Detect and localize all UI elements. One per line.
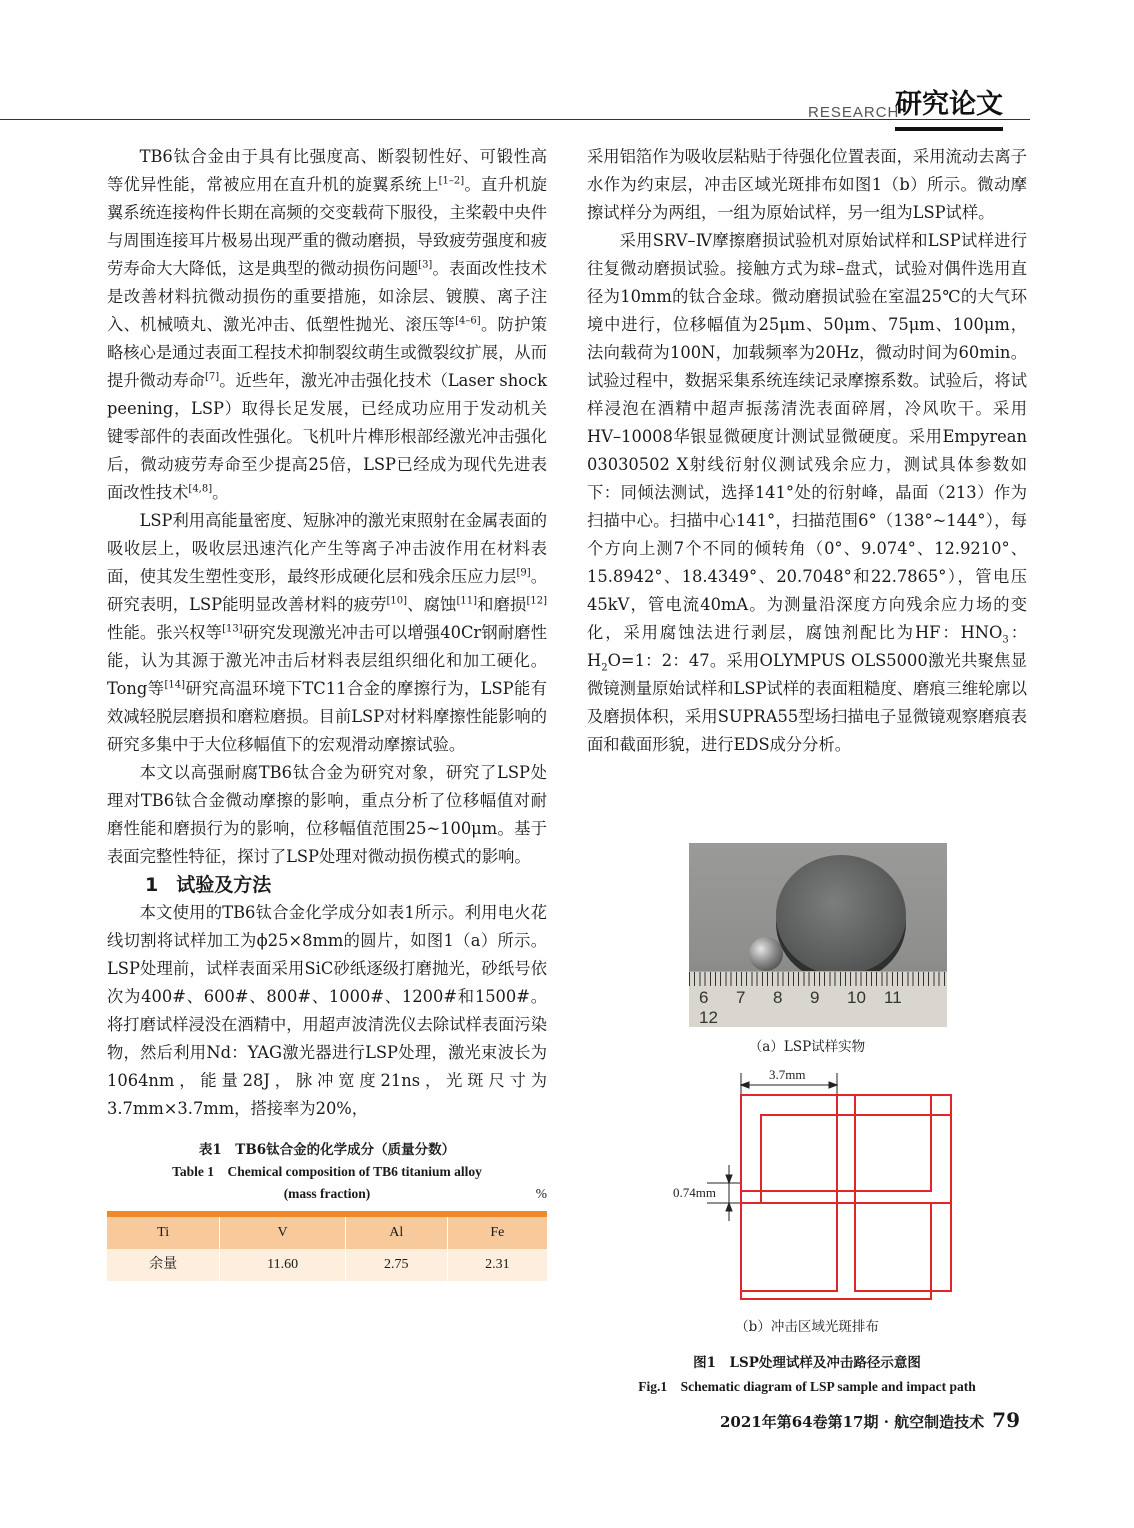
figure-caption-en: Fig.1 Schematic diagram of LSP sample and impact path <box>638 1379 976 1394</box>
ruler-number: 7 <box>736 988 746 1007</box>
sample-photo <box>689 843 947 1027</box>
table-cell: 余量 <box>107 1249 220 1281</box>
table-unit: % <box>535 1186 547 1201</box>
laser-spot <box>741 1095 837 1291</box>
dim-label-top: 3.7mm <box>769 1067 806 1082</box>
table-header-cell: Ti <box>107 1214 220 1249</box>
section-title: 试验及方法 <box>176 874 272 896</box>
table-header-row <box>107 1214 547 1249</box>
ruler <box>689 971 947 1027</box>
section-number: 1 <box>145 874 159 896</box>
page-footer <box>720 1408 1020 1432</box>
table-caption-en-line2: (mass fraction) % <box>107 1183 547 1205</box>
figure-caption-cn: 图1 LSP处理试样及冲击路径示意图 <box>693 1355 921 1371</box>
ruler-number: 8 <box>773 988 783 1007</box>
ruler-number: 12 <box>699 1008 718 1027</box>
table-caption-en: Table 1 Chemical composition of TB6 titanium alloy <box>172 1164 482 1179</box>
paragraph: 采用铝箔作为吸收层粘贴于待强化位置表面，采用流动去离子水作为约束层，冲击区域光斑排布如图1（b）所示。微动摩擦试样分为两组，一组为原始试样，另一组为LSP试样。 <box>587 147 1027 222</box>
ruler-number: 10 <box>847 988 866 1007</box>
ruler-number: 6 <box>699 988 709 1007</box>
composition-table <box>107 1211 547 1281</box>
paragraph: TB6钛合金由于具有比强度高、断裂韧性好、可锻性高等优异性能，常被应用在直升机的旋翼系统上[1–2]。直升机旋翼系统连接构件长期在高频的交变载荷下服役，主桨毂中央件与周围连接耳片极易出现严重的微动磨损，导致疲劳强度和疲劳寿命大大降低，这是典型的微动损伤问题[3]。表面改性技术是改善材料抗微动损伤的重要措施，如涂层、镀膜、离子注入、机械喷丸、激光冲击、低塑性抛光、滚压等[4–6]。防护策略核心是通过表面工程技术抑制裂纹萌生或微裂纹扩展，从而提升微动寿命[7]。近些年，激光冲击强化技术（Laser shock peening，LSP）取得长足发展，已经成功应用于发动机关键零部件的表面改性强化。飞机叶片榫形根部经激光冲击强化后，微动疲劳寿命至少提高25倍，LSP已经成为现代先进表面改性技术[4,8]。 <box>107 147 547 502</box>
page-number: 79 <box>992 1408 1021 1432</box>
right-column <box>587 143 1027 759</box>
table-caption-cn: 表1 TB6钛合金的化学成分（质量分数） <box>198 1142 456 1158</box>
ruler-ticks <box>689 972 947 986</box>
paragraph: 本文使用的TB6钛合金化学成分如表1所示。利用电火花线切割将试样加工为ϕ25×8mm的圆片，如图1（a）所示。LSP处理前，试样表面采用SiC砂纸逐级打磨抛光，砂纸号依次为400#、600#、800#、1000#、1200#和1500#。将打磨试样浸没在酒精中，用超声波清洗仪去除试样表面污染物，然后利用Nd：YAG激光器进行LSP处理，激光束波长为1064nm，能量28J，脉冲宽度21ns，光斑尺寸为3.7mm×3.7mm，搭接率为20%， <box>107 903 547 1118</box>
ruler-numbers <box>699 988 947 1027</box>
left-column <box>107 143 547 1281</box>
subcaption-a: （a）LSP试样实物 <box>748 1039 866 1055</box>
table-header-cell: Fe <box>490 1225 505 1240</box>
dim-arrow-up <box>726 1175 732 1183</box>
header-section-title: 研究论文 <box>895 82 1003 131</box>
table-cell: 2.75 <box>345 1249 447 1281</box>
journal-info: 2021年第64卷第17期 · 航空制造技术 <box>720 1413 985 1431</box>
table-cell: 11.60 <box>220 1249 346 1281</box>
table-cell: 2.31 <box>485 1257 510 1272</box>
ruler-number: 11 <box>884 988 902 1007</box>
titanium-ball <box>749 937 783 971</box>
page-header <box>0 0 1134 130</box>
table-row <box>107 1249 547 1281</box>
header-research-label: RESEARCH <box>808 104 900 121</box>
paragraph: 本文以高强耐腐TB6钛合金为研究对象，研究了LSP处理对TB6钛合金微动摩擦的影响，重点分析了位移幅值对耐磨性能和磨损行为的影响，位移幅值范围25~100μm。基于表面完整性特征，探讨了LSP处理对微动损伤模式的影响。 <box>107 763 547 866</box>
paragraph: LSP利用高能量密度、短脉冲的激光束照射在金属表面的吸收层上，吸收层迅速汽化产生等离子冲击波作用在材料表面，使其发生塑性变形，最终形成硬化层和残余压应力层[9]。研究表明，LSP能明显改善材料的疲劳[10]、腐蚀[11]和磨损[12]性能。张兴权等[13]研究发现激光冲击可以增强40Cr钢耐磨性能，认为其源于激光冲击后材料表层组织细化和加工硬化。Tong等[14]研究高温环境下TC11合金的摩擦行为，LSP能有效减轻脱层磨损和磨粒磨损。目前LSP对材料摩擦性能影响的研究多集中于大位移幅值下的宏观滑动摩擦试验。 <box>107 511 547 754</box>
sample-disc <box>776 855 906 975</box>
section-heading <box>107 871 547 899</box>
subcaption-b: （b）冲击区域光斑排布 <box>735 1319 879 1335</box>
spot-layout-diagram <box>657 1065 957 1315</box>
paragraph: 采用SRV–Ⅳ摩擦磨损试验机对原始试样和LSP试样进行往复微动磨损试验。接触方式为球–盘式，试验对偶件选用直径为10mm的钛合金球。微动磨损试验在室温25℃的大气环境中进行，位移幅值为25μm、50μm、75μm、100μm，法向载荷为100N，加载频率为20Hz，微动时间为60min。试验过程中，数据采集系统连续记录摩擦系数。试验后，将试样浸泡在酒精中超声振荡清洗表面碎屑，冷风吹干。采用HV–10008华银显微硬度计测试显微硬度。采用Empyrean 03030502 X射线衍射仪测试残余应力，测试具体参数如下：同倾法测试，选择141°处的衍射峰，晶面（213）作为扫描中心。扫描中心141°，扫描范围6°（138°~144°），每个方向上测7个不同的倾转角（0°、9.074°、12.9210°、15.8942°、18.4349°、20.7048°和22.7865°），管电压45kV，管电流40mA。为测量沿深度方向残余应力场的变化，采用腐蚀法进行剥层，腐蚀剂配比为HF：$HNO_3$：$H_2O=1$：2：47。采用OLYMPUS OLS5000激光共聚焦显微镜测量原始试样和LSP试样的表面粗糙度、磨痕三维轮廓以及磨损体积，采用SUPRA55型场扫描电子显微镜观察磨痕表面和截面形貌，进行EDS成分分析。 <box>587 231 1027 754</box>
dim-arrow-right <box>829 1082 837 1088</box>
dim-arrow-left <box>741 1082 749 1088</box>
table-header-cell: V <box>220 1214 346 1249</box>
dim-arrow-down <box>726 1203 732 1211</box>
laser-spot <box>855 1095 951 1291</box>
table-header-cell: Al <box>345 1214 447 1249</box>
dim-label-left: 0.74mm <box>673 1185 716 1200</box>
ruler-number: 9 <box>810 988 820 1007</box>
